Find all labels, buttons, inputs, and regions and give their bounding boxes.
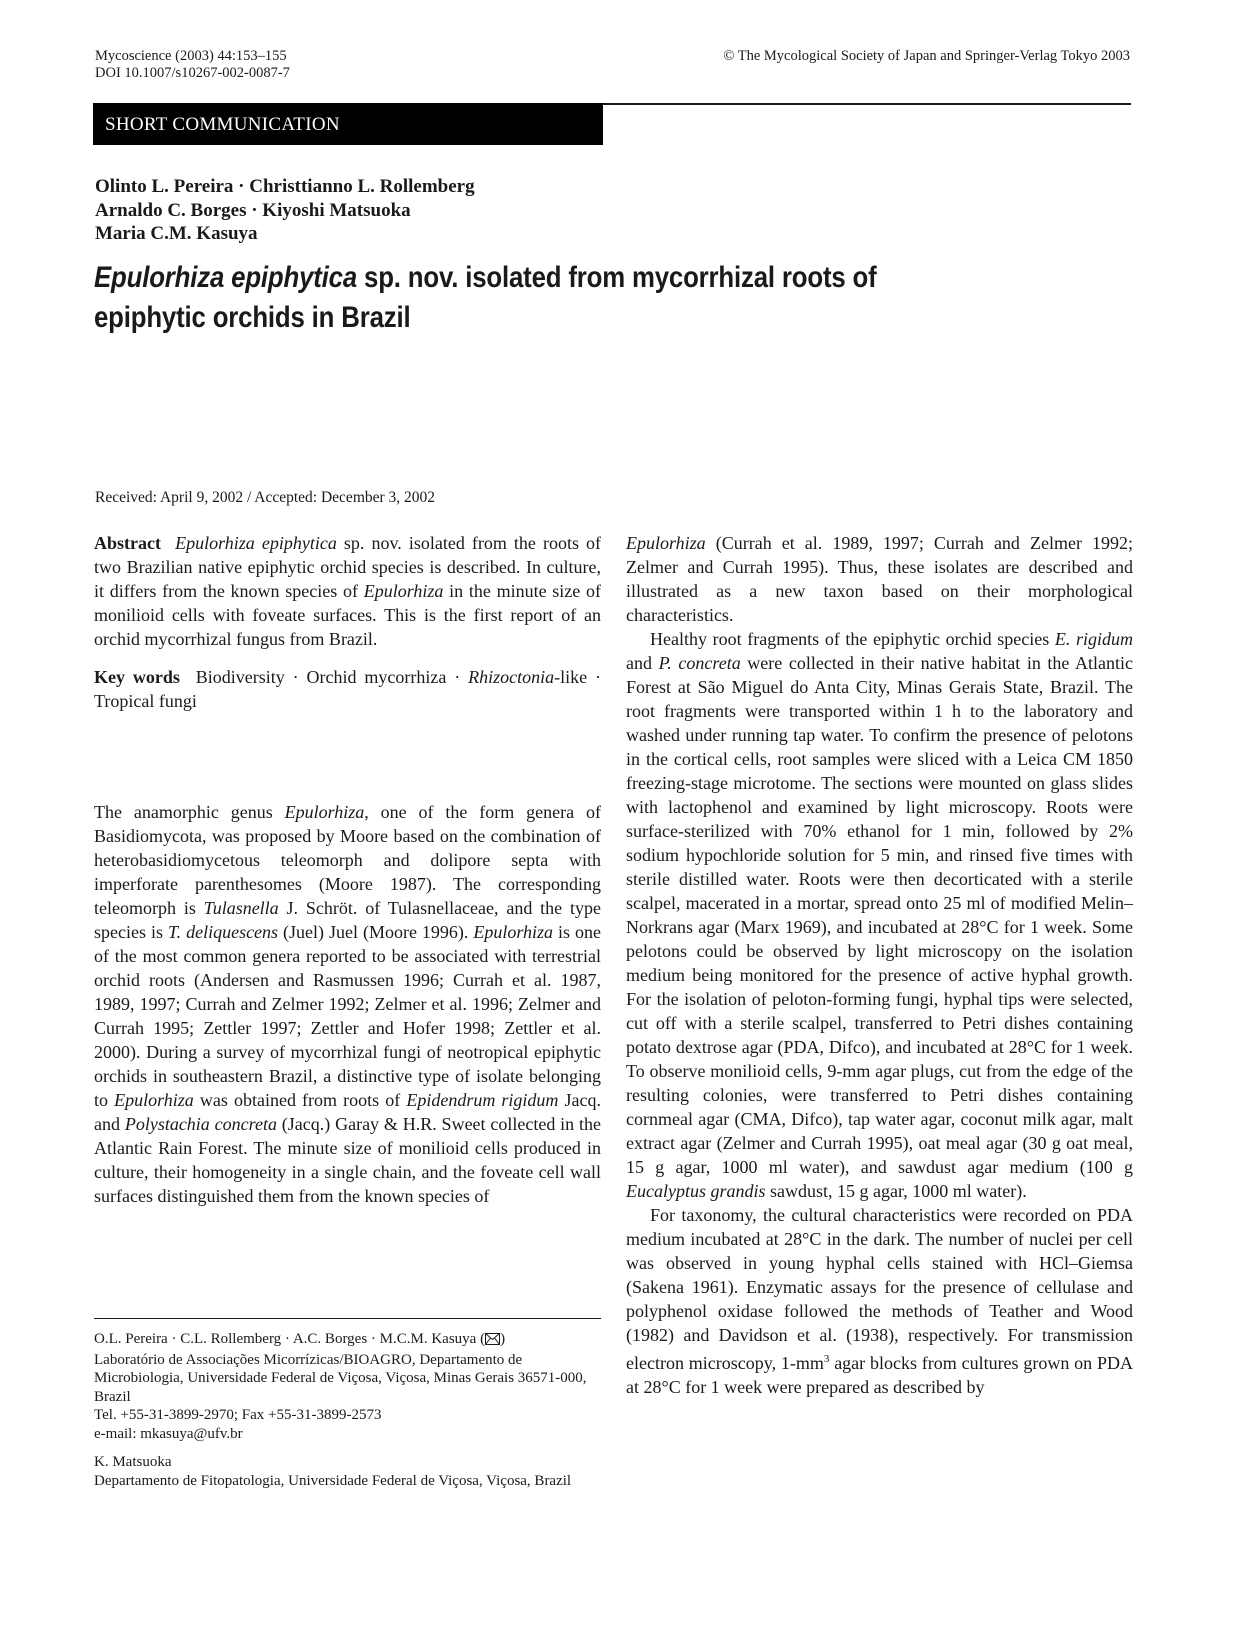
keywords: Key words Biodiversity · Orchid mycorrhiza · Rhizoctonia-like · Tropical fungi (94, 667, 602, 711)
envelope-icon[interactable] (485, 1332, 500, 1351)
affiliation-2: K. Matsuoka Departamento de Fitopatologia, Universidade Federal de Viçosa, Viçosa, Brazil (94, 1454, 572, 1489)
intro-paragraph: The anamorphic genus Epulorhiza, one of the form genera of Basidiomycota, was proposed by Moore based on the combination of heterobasidiomycetous teleomorph and dolipore septa with imperforate parenthesomes (Moore 1987). The corresponding teleomorph is Tulasnella J. Schröt. of Tulasnellaceae, and the type species is T. deliquescens (Juel) Juel (Moore 1996). Epulorhiza is one of the most common genera reported to be associated with terrestrial orchid roots (Andersen and Rasmussen 1996; Currah et al. 1987, 1989, 1997; Currah and Zelmer 1992; Zelmer et al. 1996; Zelmer and Currah 1995; Zettler 1997; Zettler and Hofer 1998; Zettler et al. 2000). During a survey of mycorrhizal fungi of neotropical epiphytic orchids in southeastern Brazil, a distinctive type of isolate belonging to Epulorhiza was obtained from roots of Epidendrum rigidum Jacq. and Polystachia concreta (Jacq.) Garay & H.R. Sweet collected in the Atlantic Rain Forest. The minute size of monilioid cells produced in culture, their homogeneity in a single chain, and the foveate cell wall surfaces distinguished them from the known species of (94, 802, 602, 1206)
journal-header (95, 48, 290, 82)
footnote-rule (94, 1318, 601, 1319)
author-line: Maria C.M. Kasuya (95, 223, 258, 244)
abstract: Abstract Epulorhiza epiphytica sp. nov. isolated from the roots of two Brazilian native epiphytic orchid species is described. In culture, it differs from the known species of Epulorhiza in the minute size of monilioid cells with foveate surfaces. This is the first report of an orchid mycorrhizal fungus from Brazil. (94, 533, 602, 649)
body-paragraph: Epulorhiza (Currah et al. 1989, 1997; Currah and Zelmer 1992; Zelmer and Currah 1995). Thus, these isolates are described and illustrated as a new taxon based on their morphological characteristics. (626, 533, 1133, 625)
author-line: Olinto L. Pereira · Christtianno L. Rollemberg (95, 176, 475, 197)
title-rest: sp. nov. isolated from mycorrhizal roots of epiphytic orchids in Brazil (94, 261, 877, 334)
body-paragraph: Healthy root fragments of the epiphytic orchid species E. rigidum and P. concreta were collected in their native habitat in the Atlantic Forest at São Miguel do Anta City, Minas Gerais State, Brazil. The root fragments were transported within 1 h to the laboratory and washed under running tap water. To confirm the presence of pelotons in the cortical cells, root samples were sliced with a Leica CM 1850 freezing-stage microtome. The sections were mounted on glass slides with lactophenol and examined by light microscopy. Roots were surface-sterilized with 70% ethanol for 1 min, followed by 2% sodium hypochloride solution for 5 min, and rinsed five times with sterile distilled water. Roots were then decorticated with a sterile scalpel, macerated in a mortar, spread onto 25 ml of modified Melin–Norkrans agar (Marx 1969), and incubated at 28°C for 1 week. Some pelotons could be observed by light microscopy on the isolation medium being monitored for the presence of active hyphal growth. For the isolation of peloton-forming fungi, hyphal tips were selected, cut off with a sterile scalpel, transferred to Petri dishes containing potato dextrose agar (PDA, Difco), and incubated at 28°C for 1 week. To observe monilioid cells, 9-mm agar plugs, cut from the edge of the resulting colonies, were transferred to Petri dishes containing cornmeal agar (CMA, Difco), tap water agar, coconut milk agar, malt extract agar (Zelmer and Currah 1995), oat meal agar (30 g oat meal, 15 g agar, 1000 ml water), and sawdust agar medium (100 g Eucalyptus grandis sawdust, 15 g agar, 1000 ml water). (626, 629, 1134, 1201)
article-title (94, 258, 980, 338)
section-label: SHORT COMMUNICATION (93, 103, 603, 145)
doi: DOI 10.1007/s10267-002-0087-7 (95, 65, 290, 81)
author-line: Arnaldo C. Borges · Kiyoshi Matsuoka (95, 199, 411, 221)
introduction (94, 800, 601, 1208)
right-column (626, 531, 1133, 1399)
keywords-label: Key words (94, 667, 180, 687)
body-paragraph: For taxonomy, the cultural characteristics were recorded on PDA medium incubated at 28°C in the dark. The number of nuclei per cell was observed in young hyphal cells stained with HCl–Giemsa (Sakena 1961). Enzymatic assays for the presence of cellulase and polyphenol oxidase followed the methods of Teather and Wood (1982) and Davidson et al. (1938), respectively. For transmission electron microscopy, $1-mm^3$ agar blocks from cultures grown on PDA at 28°C for 1 week were prepared as described by (626, 1205, 1133, 1397)
title-species: Epulorhiza epiphytica (94, 261, 358, 294)
email-link[interactable]: e-mail: mkasuya@ufv.br (94, 1425, 243, 1442)
footnotes (94, 1330, 594, 1490)
abstract-label: Abstract (94, 533, 161, 553)
received-dates: Received: April 9, 2002 / Accepted: December 3, 2002 (95, 489, 436, 506)
journal-citation: Mycoscience (2003) 44:153–155 (95, 48, 287, 64)
affiliation-1: O.L. Pereira · C.L. Rollemberg · A.C. Borges · M.C.M. Kasuya ( ) Laboratório de Associações Micorrízicas/BIOAGRO, Departamento de Microbiologia, Universidade Federal de Viçosa, Viçosa, Minas Gerais 36571-000, Brazil Tel. +55-31-3899-2970; Fax +55-31-3899-2573 e-mail: mkasuya@ufv.br (94, 1331, 587, 1442)
copyright: © The Mycological Society of Japan and Springer-Verlag Tokyo 2003 (723, 48, 1130, 64)
left-column (94, 531, 601, 713)
author-list (95, 175, 475, 246)
